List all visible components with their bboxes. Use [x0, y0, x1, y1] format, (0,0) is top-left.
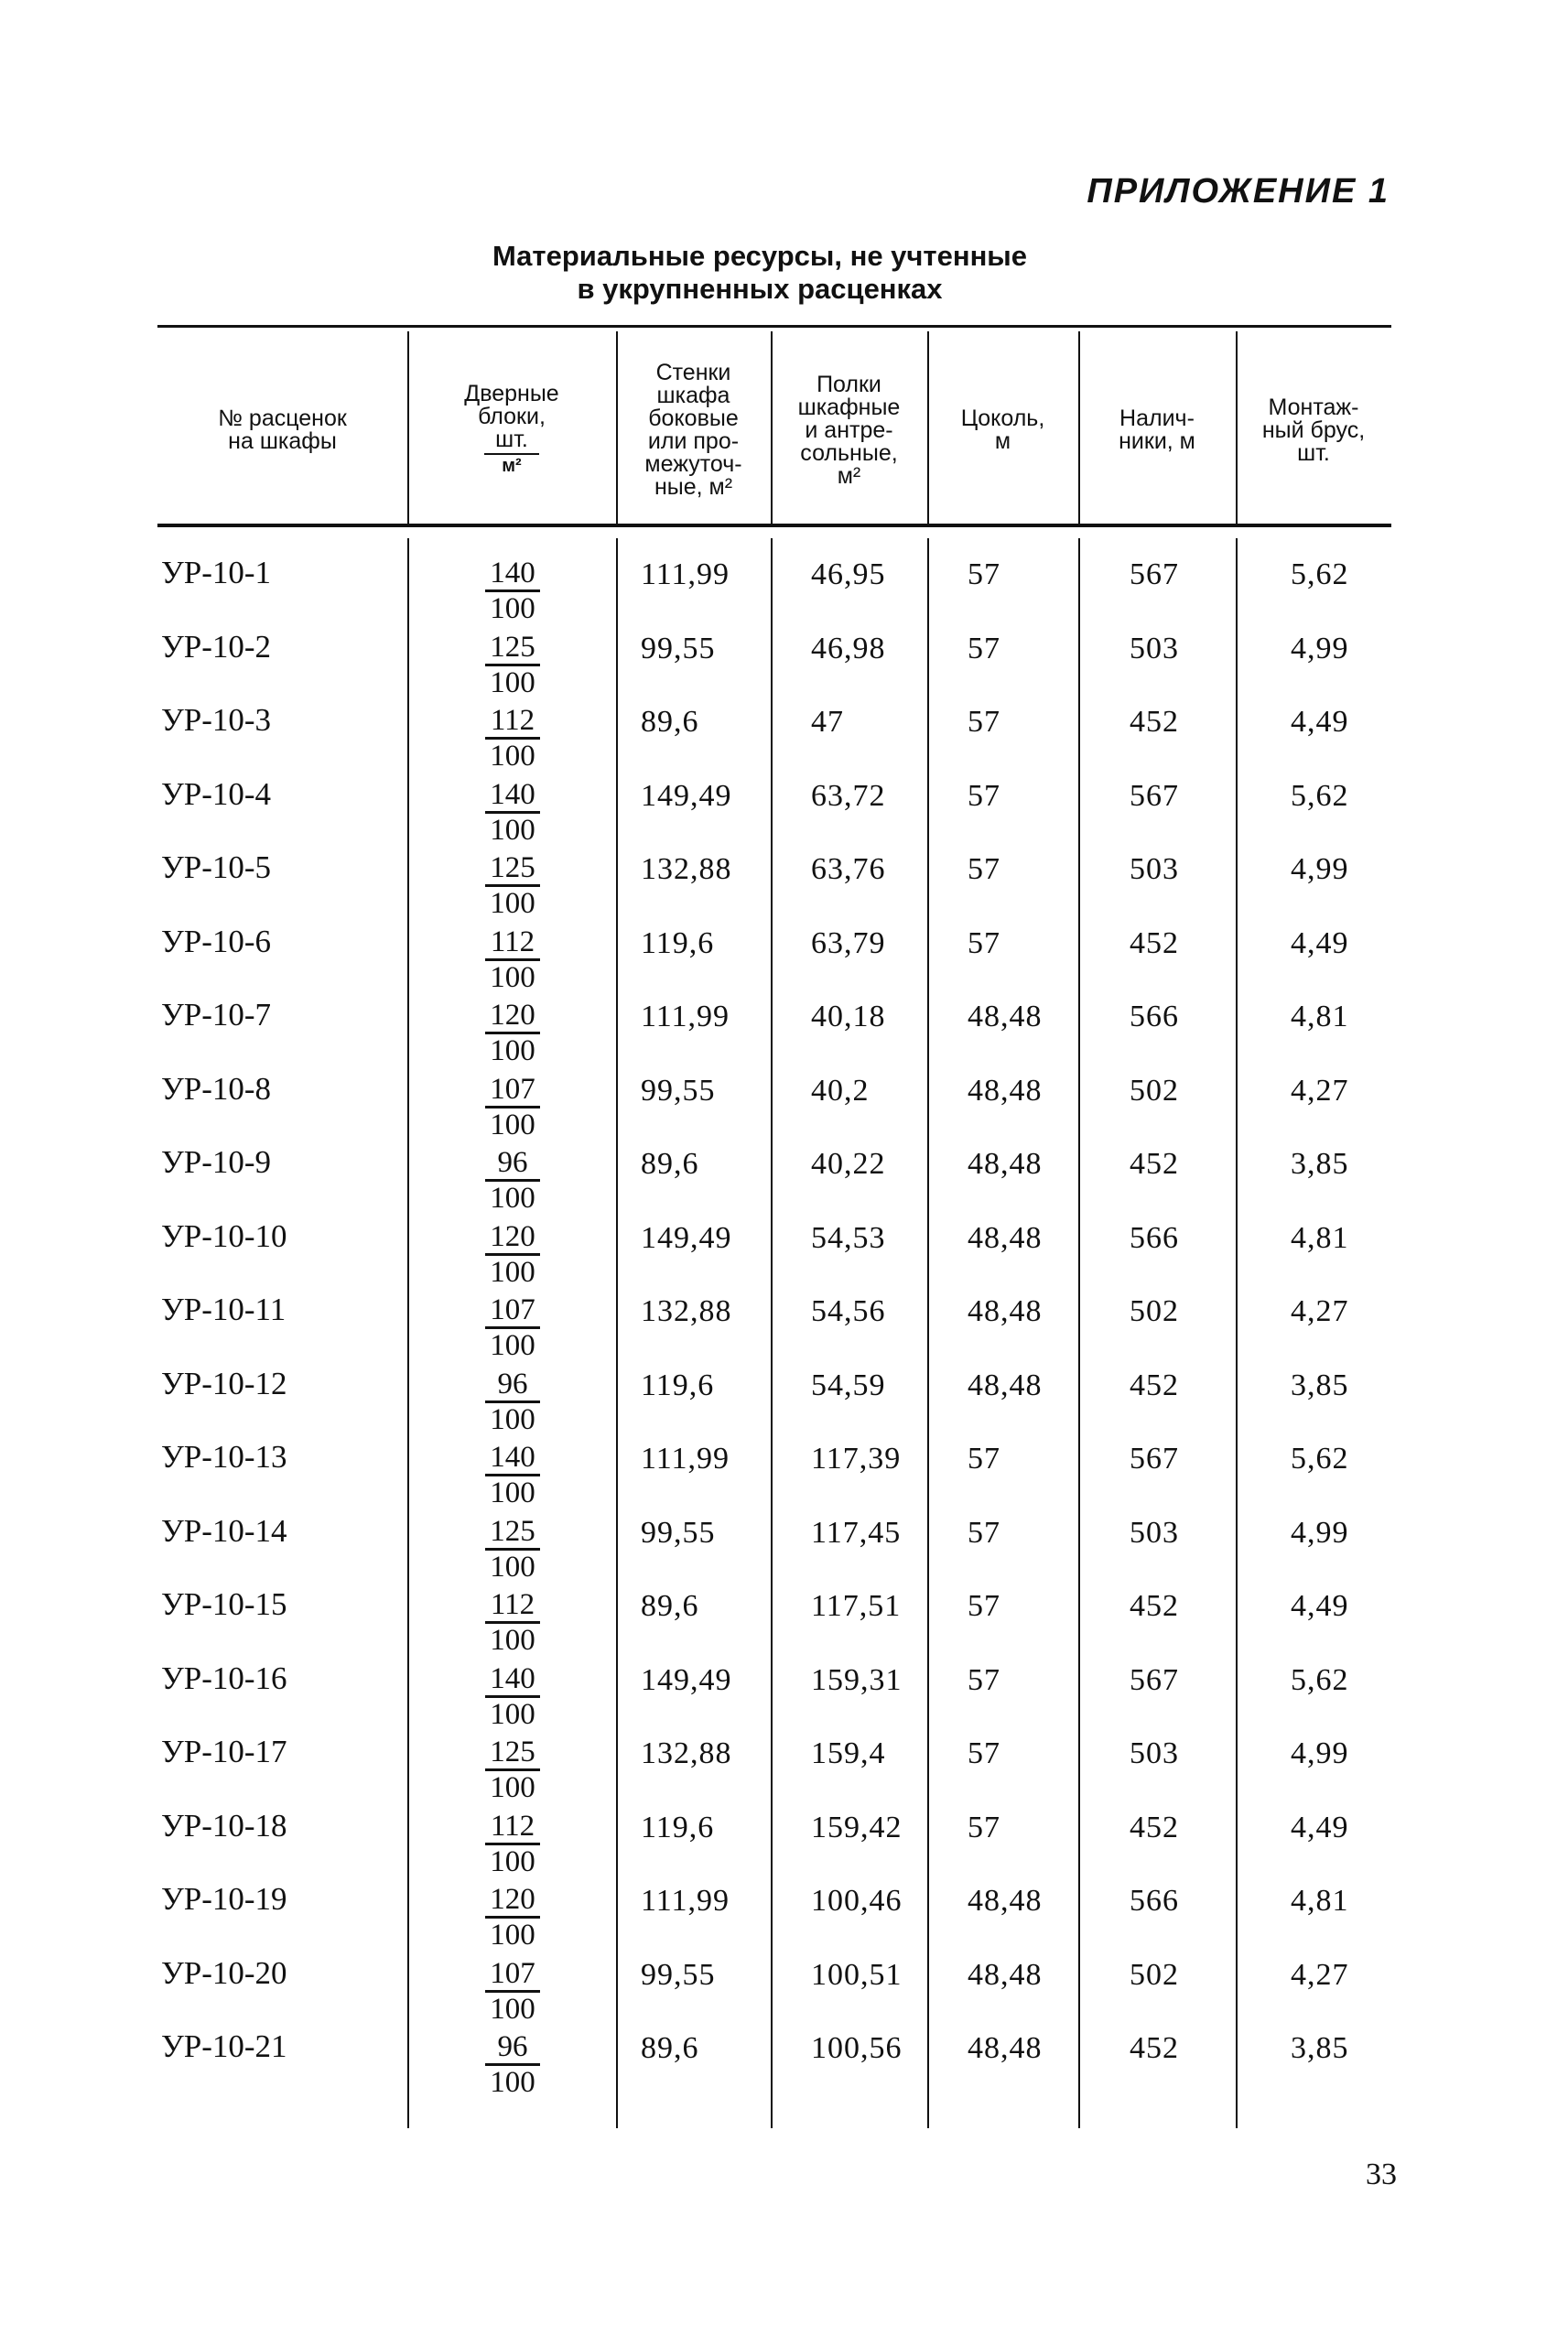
cell-shelves: 46,98 — [811, 632, 886, 665]
door-blocks-count: 120 — [490, 1220, 535, 1253]
cell-plinth: 57 — [968, 926, 1000, 960]
door-blocks-denominator: 100 — [485, 884, 540, 920]
column-divider — [927, 331, 929, 524]
door-blocks-denominator: 100 — [485, 1253, 540, 1289]
column-divider — [1236, 538, 1238, 2128]
door-blocks-denominator: 100 — [485, 1400, 540, 1436]
cell-plinth: 57 — [968, 779, 1000, 813]
cell-shelves: 117,51 — [811, 1589, 902, 1623]
door-blocks-fraction — [485, 1957, 540, 2026]
door-blocks-denominator: 100 — [485, 1326, 540, 1362]
cell-trims: 452 — [1130, 1147, 1179, 1181]
rate-code: УР-10-4 — [161, 776, 272, 812]
cell-walls: 149,49 — [641, 779, 732, 813]
column-divider — [407, 331, 409, 524]
cell-plinth: 57 — [968, 632, 1000, 665]
header-line: ный брус, — [1261, 416, 1366, 443]
cell-plinth: 48,48 — [968, 1884, 1043, 1918]
cell-beam: 3,85 — [1291, 1147, 1349, 1181]
door-blocks-fraction — [485, 1662, 540, 1731]
door-blocks-fraction — [485, 2030, 540, 2099]
cell-beam: 4,49 — [1291, 926, 1349, 960]
cell-trims: 566 — [1130, 1000, 1179, 1033]
table-title-line: в укрупненных расценках — [577, 273, 943, 305]
header-line: на шкафы — [228, 428, 337, 454]
cell-trims: 503 — [1130, 1736, 1179, 1770]
header-line: шт. — [495, 427, 528, 452]
rate-code: УР-10-7 — [161, 997, 272, 1033]
column-divider — [927, 538, 929, 2128]
cell-walls: 99,55 — [641, 1074, 716, 1108]
door-blocks-fraction — [485, 1293, 540, 1362]
door-blocks-denominator: 100 — [485, 1621, 540, 1657]
door-blocks-fraction — [485, 925, 540, 994]
cell-plinth: 57 — [968, 1589, 1000, 1623]
cell-plinth: 57 — [968, 852, 1000, 886]
rate-code: УР-10-17 — [161, 1734, 287, 1769]
door-blocks-count: 120 — [490, 1883, 535, 1916]
door-blocks-count: 112 — [490, 925, 535, 958]
cell-shelves: 40,22 — [811, 1147, 886, 1181]
rate-code: УР-10-3 — [161, 702, 272, 738]
cell-trims: 566 — [1130, 1221, 1179, 1255]
cell-trims: 502 — [1130, 1074, 1179, 1108]
column-divider — [1236, 331, 1238, 524]
header-line: или про- — [647, 428, 740, 454]
appendix-label: ПРИЛОЖЕНИЕ 1 — [1087, 172, 1390, 211]
door-blocks-fraction — [485, 1146, 540, 1215]
door-blocks-fraction — [485, 557, 540, 625]
door-blocks-denominator: 100 — [485, 1843, 540, 1878]
cell-plinth: 57 — [968, 1442, 1000, 1476]
header-line: м — [994, 428, 1011, 454]
rate-code: УР-10-13 — [161, 1439, 287, 1475]
rate-code: УР-10-10 — [161, 1218, 287, 1254]
header-line: Налич- — [1119, 406, 1195, 431]
column-divider — [616, 331, 618, 524]
cell-beam: 4,81 — [1291, 1000, 1349, 1033]
cell-beam: 5,62 — [1291, 1442, 1349, 1476]
cell-beam: 3,85 — [1291, 2031, 1349, 2065]
column-divider — [407, 538, 409, 2128]
door-blocks-fraction — [485, 778, 540, 847]
cell-shelves: 63,79 — [811, 926, 886, 960]
column-divider — [616, 538, 618, 2128]
cell-shelves: 100,51 — [811, 1958, 903, 1992]
rate-code: УР-10-21 — [161, 2028, 287, 2064]
cell-plinth: 48,48 — [968, 2031, 1043, 2065]
cell-walls: 89,6 — [641, 1147, 699, 1181]
column-divider — [1078, 331, 1080, 524]
rate-code: УР-10-8 — [161, 1071, 272, 1107]
cell-plinth: 57 — [968, 1663, 1000, 1697]
cell-beam: 5,62 — [1291, 557, 1349, 591]
door-blocks-denominator: 100 — [485, 1179, 540, 1215]
door-blocks-count: 112 — [490, 1588, 535, 1621]
cell-shelves: 159,31 — [811, 1663, 903, 1697]
rate-code: УР-10-20 — [161, 1955, 287, 1991]
door-blocks-denominator: 100 — [485, 737, 540, 773]
cell-shelves: 159,4 — [811, 1736, 886, 1770]
cell-trims: 452 — [1130, 2031, 1179, 2065]
cell-trims: 452 — [1130, 926, 1179, 960]
cell-plinth: 48,48 — [968, 1368, 1043, 1402]
cell-trims: 452 — [1130, 1589, 1179, 1623]
cell-walls: 89,6 — [641, 2031, 699, 2065]
table-title-line: Материальные ресурсы, не учтенные — [492, 240, 1028, 272]
cell-beam: 5,62 — [1291, 779, 1349, 813]
header-line: межуточ- — [644, 451, 742, 477]
door-blocks-denominator: 100 — [485, 1695, 540, 1731]
header-door-blocks — [411, 341, 612, 520]
cell-plinth: 48,48 — [968, 1958, 1043, 1992]
cell-shelves: 63,76 — [811, 852, 886, 886]
door-blocks-count: 107 — [490, 1073, 535, 1106]
header-trims — [1082, 341, 1232, 520]
cell-beam: 4,49 — [1291, 705, 1349, 739]
cell-trims: 502 — [1130, 1958, 1179, 1992]
cell-walls: 111,99 — [641, 1000, 730, 1033]
door-blocks-denominator: 100 — [485, 1990, 540, 2026]
cell-walls: 149,49 — [641, 1663, 732, 1697]
header-mounting-beam — [1239, 341, 1388, 520]
cell-shelves: 63,72 — [811, 779, 886, 813]
header-line: и антре- — [805, 416, 893, 443]
cell-trims: 566 — [1130, 1884, 1179, 1918]
header-line: Стенки — [655, 360, 731, 385]
cell-walls: 99,55 — [641, 632, 716, 665]
door-blocks-fraction — [485, 1368, 540, 1436]
cell-plinth: 48,48 — [968, 1000, 1043, 1033]
column-divider — [1078, 538, 1080, 2128]
door-blocks-count: 112 — [490, 1810, 535, 1843]
cell-beam: 4,27 — [1291, 1958, 1349, 1992]
cell-beam: 4,49 — [1291, 1811, 1349, 1844]
rate-code: УР-10-14 — [161, 1513, 287, 1549]
door-blocks-fraction — [485, 851, 540, 920]
rate-code: УР-10-15 — [161, 1586, 287, 1622]
cell-beam: 4,99 — [1291, 632, 1349, 665]
cell-plinth: 57 — [968, 705, 1000, 739]
door-blocks-denominator: 100 — [485, 664, 540, 699]
cell-walls: 99,55 — [641, 1958, 716, 1992]
cell-walls: 119,6 — [641, 1368, 715, 1402]
cell-shelves: 40,2 — [811, 1074, 870, 1108]
door-blocks-count: 96 — [497, 1368, 528, 1400]
cell-shelves: 100,46 — [811, 1884, 903, 1918]
cell-walls: 99,55 — [641, 1516, 716, 1550]
header-bottom-rule — [157, 524, 1391, 527]
cell-beam: 3,85 — [1291, 1368, 1349, 1402]
door-blocks-fraction — [485, 1515, 540, 1584]
header-side-walls — [620, 341, 767, 520]
page-number: 33 — [1366, 2157, 1397, 2191]
door-blocks-count: 140 — [490, 1662, 535, 1695]
door-blocks-denominator: 100 — [485, 1474, 540, 1509]
rate-code: УР-10-1 — [161, 555, 272, 590]
cell-plinth: 57 — [968, 1811, 1000, 1844]
header-line: шт. — [1297, 439, 1330, 466]
cell-beam: 4,27 — [1291, 1074, 1349, 1108]
door-blocks-count: 140 — [490, 557, 535, 589]
header-shelves — [774, 341, 924, 520]
table-top-rule — [157, 325, 1391, 328]
rate-code: УР-10-5 — [161, 849, 272, 885]
cell-shelves: 54,59 — [811, 1368, 886, 1402]
cell-shelves: 159,42 — [811, 1811, 903, 1844]
cell-beam: 4,27 — [1291, 1294, 1349, 1328]
door-blocks-count: 107 — [490, 1293, 535, 1326]
cell-walls: 89,6 — [641, 705, 699, 739]
cell-trims: 567 — [1130, 779, 1179, 813]
cell-plinth: 57 — [968, 1736, 1000, 1770]
cell-walls: 111,99 — [641, 557, 730, 591]
cell-shelves: 54,56 — [811, 1294, 886, 1328]
rate-code: УР-10-19 — [161, 1881, 287, 1917]
rate-code: УР-10-11 — [161, 1292, 287, 1327]
header-line: Цоколь, — [960, 406, 1045, 431]
header-line: блоки, — [478, 404, 546, 429]
header-line: м² — [837, 462, 861, 489]
cell-trims: 567 — [1130, 557, 1179, 591]
header-line: сольные, — [800, 439, 898, 466]
cell-beam: 4,99 — [1291, 1736, 1349, 1770]
cell-shelves: 47 — [811, 705, 844, 739]
door-blocks-denominator: 100 — [485, 811, 540, 847]
header-line: Монтаж- — [1268, 394, 1359, 420]
header-line: ные, м² — [654, 474, 733, 500]
header-rate-number — [161, 341, 404, 520]
cell-trims: 567 — [1130, 1663, 1179, 1697]
door-blocks-count: 120 — [490, 999, 535, 1032]
door-blocks-denominator: 100 — [485, 958, 540, 994]
door-blocks-count: 140 — [490, 778, 535, 811]
cell-trims: 503 — [1130, 632, 1179, 665]
door-blocks-fraction — [485, 631, 540, 699]
door-blocks-count: 125 — [490, 851, 535, 884]
table-title — [430, 240, 1089, 306]
door-blocks-count: 107 — [490, 1957, 535, 1990]
header-line: шкафные — [797, 394, 901, 420]
rate-code: УР-10-18 — [161, 1808, 287, 1844]
cell-shelves: 54,53 — [811, 1221, 886, 1255]
cell-shelves: 40,18 — [811, 1000, 886, 1033]
door-blocks-denominator: 100 — [485, 589, 540, 625]
cell-walls: 132,88 — [641, 852, 732, 886]
cell-walls: 132,88 — [641, 1294, 732, 1328]
door-blocks-count: 112 — [490, 704, 535, 737]
rate-code: УР-10-12 — [161, 1366, 287, 1401]
door-blocks-denominator: 100 — [485, 1916, 540, 1952]
door-blocks-count: 96 — [497, 1146, 528, 1179]
header-line: № расценок — [218, 406, 347, 431]
door-blocks-fraction — [485, 1810, 540, 1878]
door-blocks-fraction — [485, 1220, 540, 1289]
door-blocks-count: 125 — [490, 1736, 535, 1768]
rate-code: УР-10-9 — [161, 1144, 272, 1180]
cell-walls: 149,49 — [641, 1221, 732, 1255]
rate-code: УР-10-2 — [161, 629, 272, 665]
cell-trims: 452 — [1130, 705, 1179, 739]
cell-walls: 89,6 — [641, 1589, 699, 1623]
cell-trims: 567 — [1130, 1442, 1179, 1476]
cell-trims: 503 — [1130, 1516, 1179, 1550]
cell-plinth: 48,48 — [968, 1147, 1043, 1181]
rate-code: УР-10-6 — [161, 924, 272, 959]
cell-shelves: 117,39 — [811, 1442, 902, 1476]
cell-plinth: 48,48 — [968, 1294, 1043, 1328]
cell-beam: 5,62 — [1291, 1663, 1349, 1697]
door-blocks-denominator: 100 — [485, 1548, 540, 1584]
door-blocks-fraction — [485, 1588, 540, 1657]
door-blocks-count: 125 — [490, 1515, 535, 1548]
cell-plinth: 48,48 — [968, 1221, 1043, 1255]
cell-walls: 119,6 — [641, 1811, 715, 1844]
cell-beam: 4,81 — [1291, 1221, 1349, 1255]
cell-beam: 4,49 — [1291, 1589, 1349, 1623]
header-line: Дверные — [464, 381, 559, 406]
column-divider — [771, 331, 773, 524]
header-unit: м² — [484, 453, 539, 478]
cell-walls: 132,88 — [641, 1736, 732, 1770]
door-blocks-fraction — [485, 1883, 540, 1952]
cell-shelves: 100,56 — [811, 2031, 903, 2065]
cell-walls: 111,99 — [641, 1884, 730, 1918]
cell-walls: 111,99 — [641, 1442, 730, 1476]
cell-plinth: 57 — [968, 557, 1000, 591]
door-blocks-fraction — [485, 999, 540, 1067]
header-line: ники, м — [1119, 428, 1195, 454]
door-blocks-fraction — [485, 704, 540, 773]
column-divider — [771, 538, 773, 2128]
cell-plinth: 48,48 — [968, 1074, 1043, 1108]
door-blocks-denominator: 100 — [485, 1106, 540, 1141]
cell-trims: 452 — [1130, 1368, 1179, 1402]
cell-trims: 503 — [1130, 852, 1179, 886]
door-blocks-count: 140 — [490, 1441, 535, 1474]
header-line: боковые — [648, 406, 739, 431]
door-blocks-count: 96 — [497, 2030, 528, 2063]
header-line: Полки — [816, 371, 881, 397]
cell-beam: 4,99 — [1291, 1516, 1349, 1550]
cell-walls: 119,6 — [641, 926, 715, 960]
rate-code: УР-10-16 — [161, 1660, 287, 1696]
door-blocks-denominator: 100 — [485, 1768, 540, 1804]
door-blocks-denominator: 100 — [485, 2063, 540, 2099]
door-blocks-fraction — [485, 1441, 540, 1509]
cell-beam: 4,99 — [1291, 852, 1349, 886]
cell-plinth: 57 — [968, 1516, 1000, 1550]
door-blocks-fraction — [485, 1073, 540, 1141]
door-blocks-fraction — [485, 1736, 540, 1804]
cell-beam: 4,81 — [1291, 1884, 1349, 1918]
door-blocks-denominator: 100 — [485, 1032, 540, 1067]
header-line: шкафа — [656, 383, 730, 408]
cell-trims: 502 — [1130, 1294, 1179, 1328]
header-plinth — [931, 341, 1075, 520]
cell-shelves: 117,45 — [811, 1516, 902, 1550]
door-blocks-count: 125 — [490, 631, 535, 664]
cell-shelves: 46,95 — [811, 557, 886, 591]
cell-trims: 452 — [1130, 1811, 1179, 1844]
